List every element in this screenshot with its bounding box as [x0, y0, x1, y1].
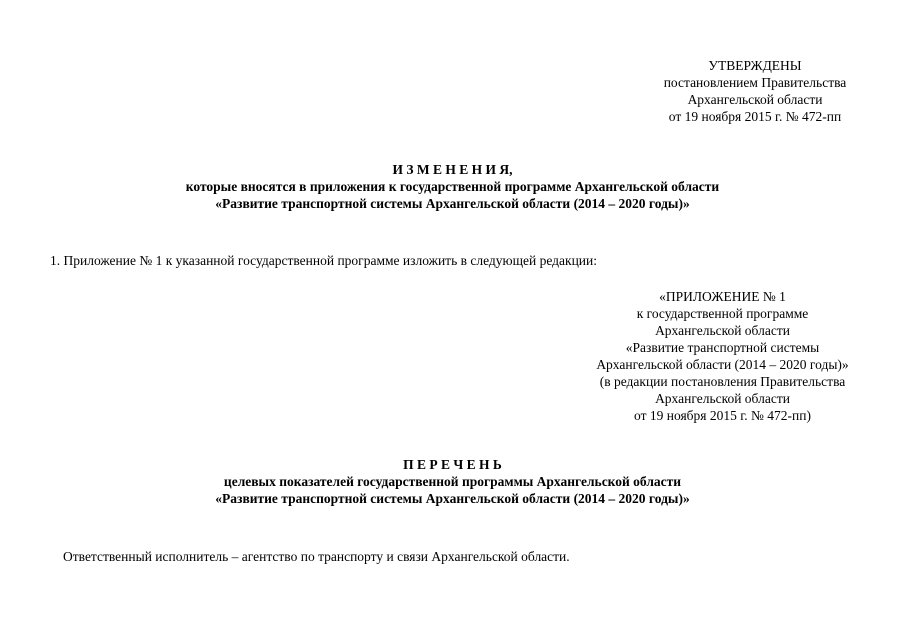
- appendix-line-4: Архангельской области (2014 – 2020 годы)»: [596, 357, 849, 372]
- appendix-line-1: к государственной программе: [636, 306, 809, 321]
- appendix-header: [560, 288, 885, 424]
- appendix-title: «ПРИЛОЖЕНИЕ № 1: [659, 289, 786, 304]
- appendix-line-7: от 19 ноября 2015 г. № 472-пп): [634, 408, 811, 423]
- list-subtitle-2: «Развитие транспортной системы Архангельской области (2014 – 2020 годы)»: [215, 491, 690, 506]
- approval-line-2: Архангельской области: [687, 92, 823, 107]
- appendix-line-6: Архангельской области: [655, 391, 790, 406]
- changes-subtitle-2: «Развитие транспортной системы Архангельской области (2014 – 2020 годы)»: [215, 196, 690, 211]
- changes-subtitle-1: которые вносятся в приложения к государственной программе Архангельской области: [185, 179, 720, 194]
- appendix-line-5: (в редакции постановления Правительства: [599, 374, 846, 389]
- changes-title: И З М Е Н Е Н И Я,: [392, 162, 513, 177]
- approval-line-1: постановлением Правительства: [663, 75, 847, 90]
- changes-heading: [0, 161, 905, 212]
- approval-stamp: [600, 57, 905, 125]
- list-subtitle-1: целевых показателей государственной программы Архангельской области: [223, 474, 682, 489]
- appendix-line-2: Архангельской области: [655, 323, 790, 338]
- approval-line-3: от 19 ноября 2015 г. № 472-пп: [668, 109, 842, 124]
- responsible-executor: Ответственный исполнитель – агентство по транспорту и связи Архангельской области.: [63, 549, 570, 564]
- list-heading: [0, 456, 905, 507]
- list-title: П Е Р Е Ч Е Н Ь: [403, 457, 502, 472]
- item-1-paragraph: 1. Приложение № 1 к указанной государственной программе изложить в следующей редакции:: [50, 253, 597, 268]
- appendix-line-3: «Развитие транспортной системы: [625, 340, 820, 355]
- approval-title: УТВЕРЖДЕНЫ: [708, 58, 802, 73]
